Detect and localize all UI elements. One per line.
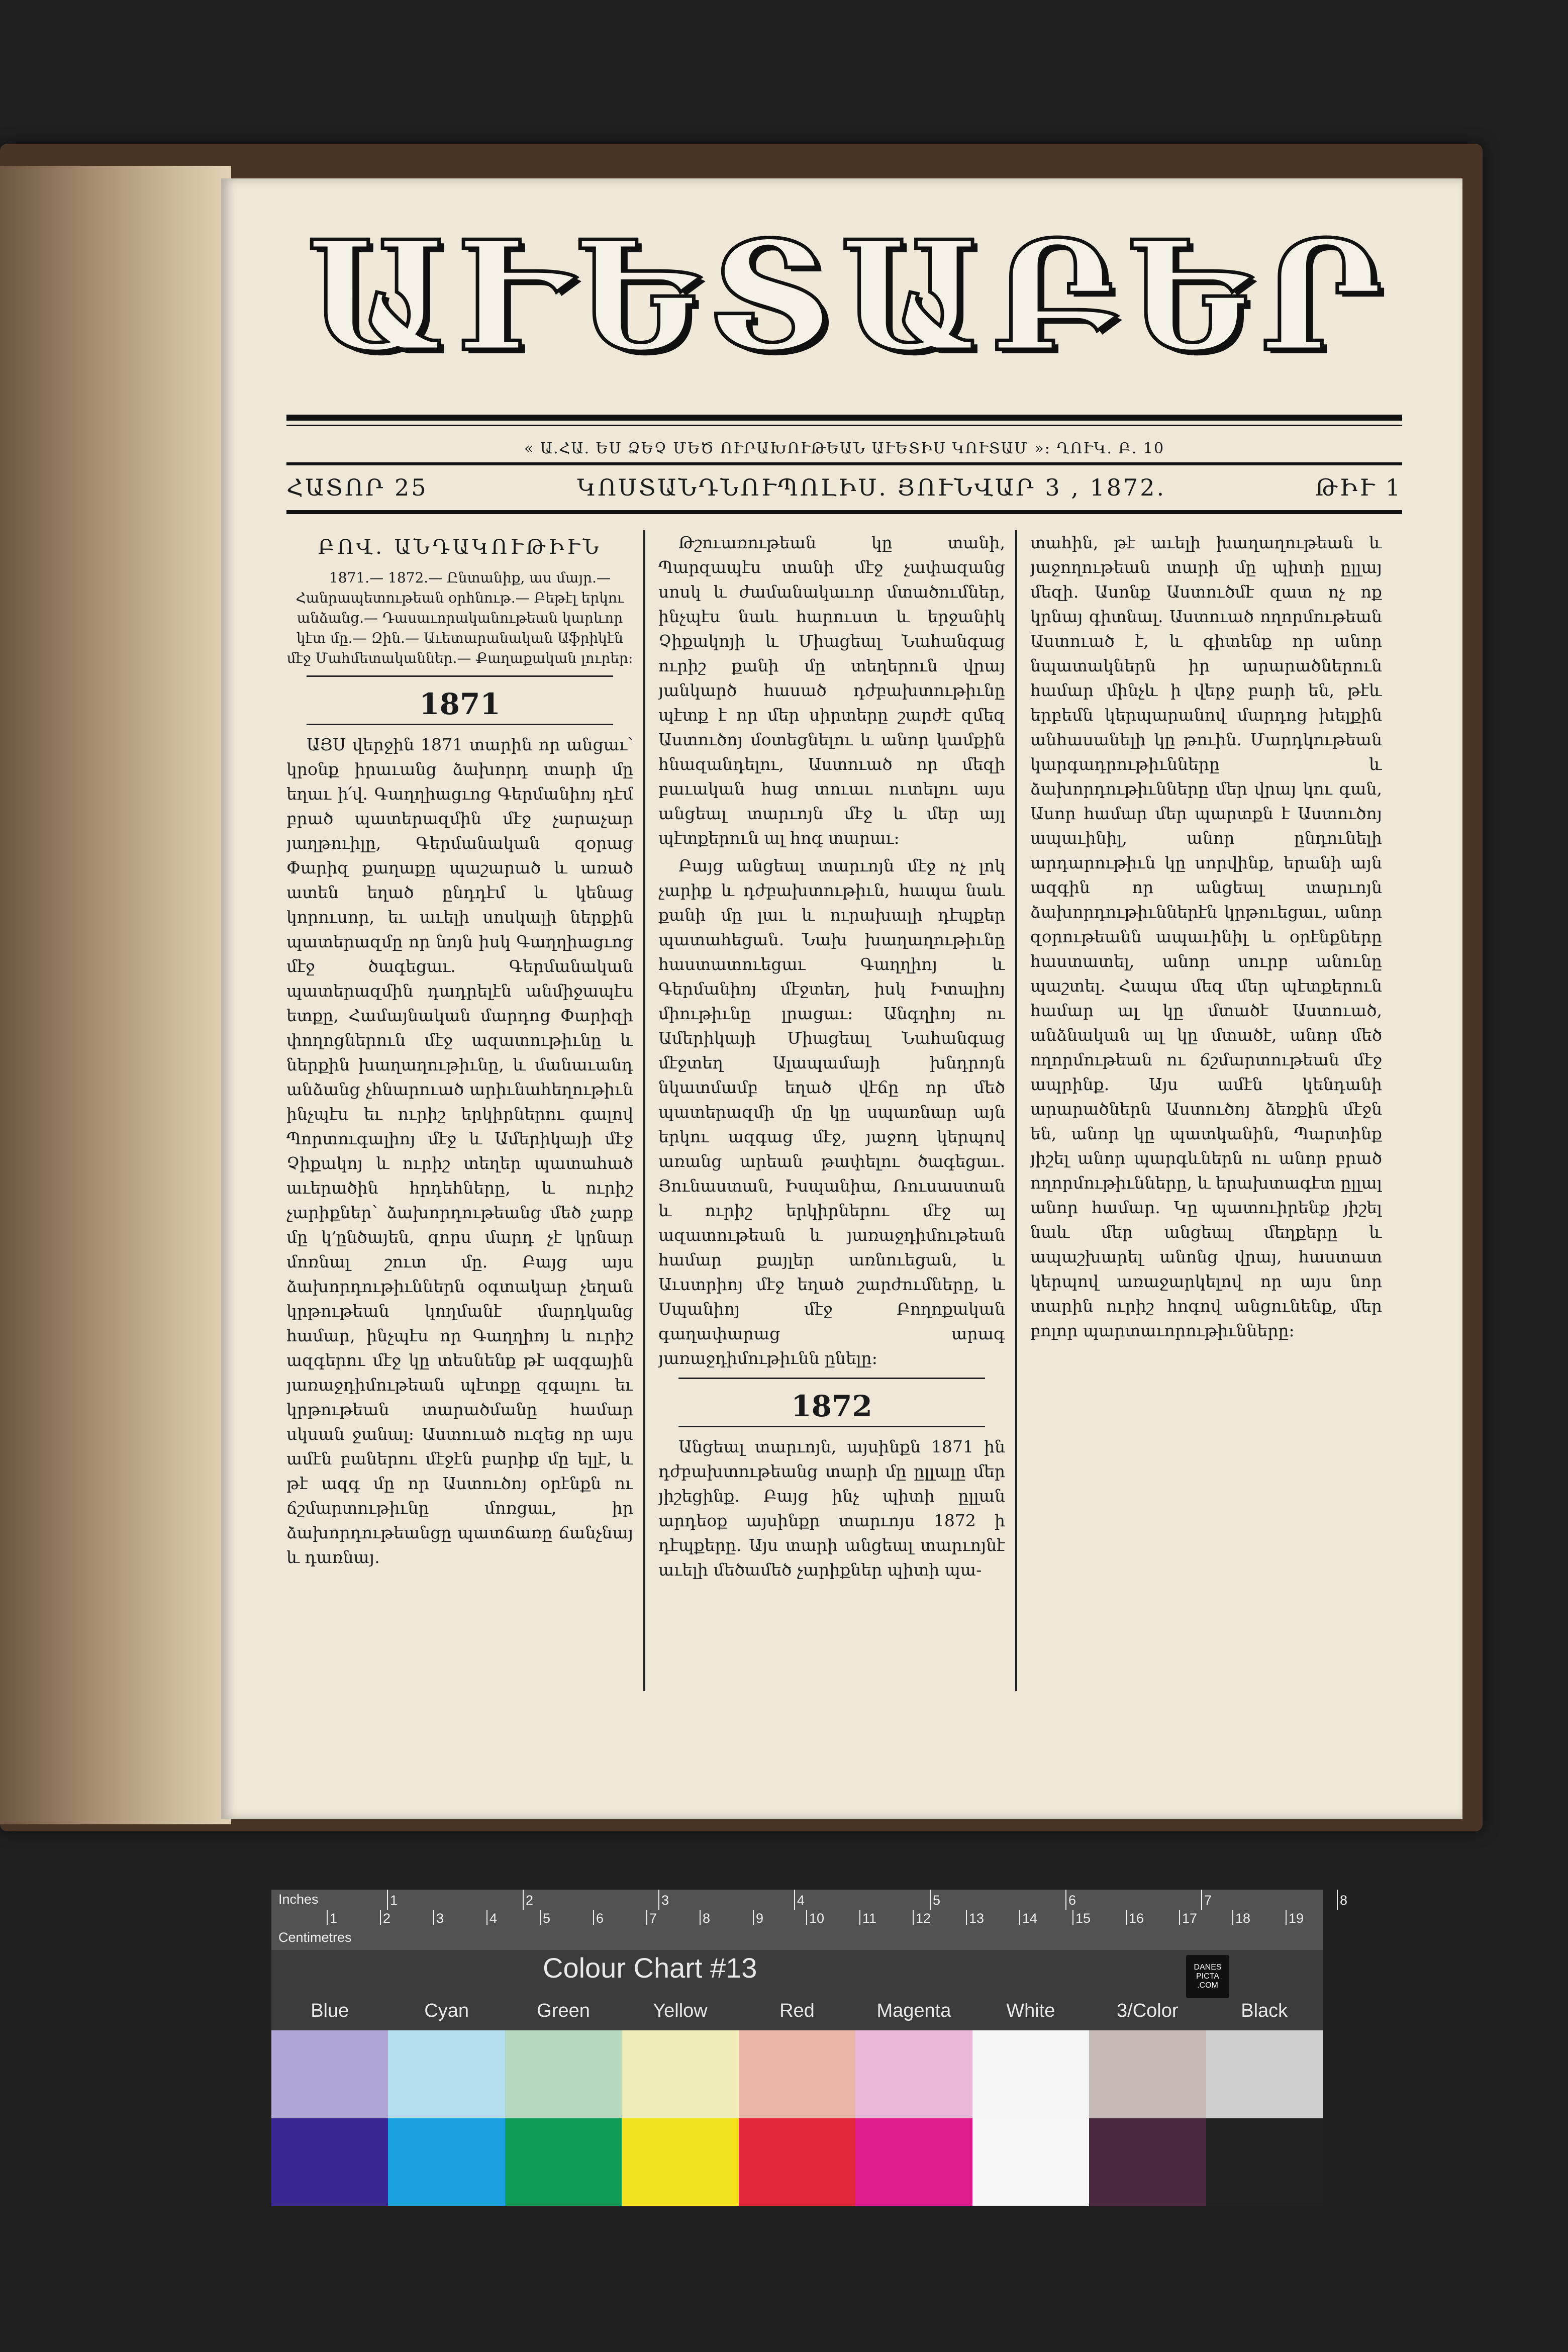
- cm-number: 3: [436, 1911, 444, 1926]
- cm-tick: [1019, 1910, 1020, 1925]
- inch-number: 2: [526, 1893, 534, 1908]
- motto: « Ա.ՀԱ. ԵՍ ՁԵՉ ՄԵԾ ՈՒՐԱԽՈՒԹԵԱՆ ԱՒԵՏԻՍ ԿՈՒՏԱՄ »: ՂՈՒԿ. Բ. 10: [524, 440, 1165, 457]
- cm-tick: [593, 1910, 594, 1925]
- cm-tick: [859, 1910, 860, 1925]
- swatch-names: [271, 2000, 1323, 2023]
- masthead-letter: Բ: [992, 208, 1117, 385]
- cm-number: 19: [1289, 1911, 1304, 1926]
- cm-tick: [1286, 1910, 1287, 1925]
- cm-number: 13: [969, 1911, 985, 1926]
- cm-number: 14: [1022, 1911, 1038, 1926]
- cm-number: 15: [1075, 1911, 1091, 1926]
- divider: [307, 675, 613, 677]
- swatch-light: [1206, 2030, 1323, 2118]
- inch-tick: [658, 1890, 659, 1910]
- swatch-label: Cyan: [424, 2000, 469, 2021]
- cm-tick: [966, 1910, 967, 1925]
- swatch-light: [739, 2030, 855, 2118]
- column-3: [1030, 530, 1382, 1696]
- swatch-dark: [271, 2118, 388, 2206]
- masthead-letter: Ա: [307, 208, 449, 385]
- inch-number: 5: [933, 1893, 941, 1908]
- inch-number: 4: [797, 1893, 805, 1908]
- cm-number: 11: [862, 1911, 877, 1926]
- cm-number: 4: [489, 1911, 498, 1926]
- swatch-column: [1206, 2030, 1323, 2206]
- year-heading-1872: 1872: [791, 1389, 872, 1423]
- swatch-light: [855, 2030, 972, 2118]
- column-rule: [1015, 530, 1017, 1691]
- cm-number: 8: [703, 1911, 711, 1926]
- swatch-label: Red: [779, 2000, 815, 2021]
- issue-number: ԹԻՒ 1: [1315, 474, 1402, 501]
- cm-tick: [1179, 1910, 1180, 1925]
- swatch-light: [1089, 2030, 1206, 2118]
- cm-tick: [753, 1910, 754, 1925]
- swatch-dark: [739, 2118, 855, 2206]
- inch-number: 8: [1340, 1893, 1348, 1908]
- cm-tick: [1072, 1910, 1073, 1925]
- swatch-label: White: [1006, 2000, 1055, 2021]
- article-1872-text: Անցեալ տարւոյն, այսինքն 1871 ին դժբախտութեանց տարի մը ըլլալը մեր յիշեցինք․ Բայց ինչ պիտի ըլլան արդեօք այսինքր տարւոյս 1872 ի դէպքերը․ Այս տարի անցեալ տարւոյնէ աւելի մեծամեծ չարիքներ պիտի պա-: [658, 1437, 1005, 1580]
- swatch-light: [271, 2030, 388, 2118]
- divider: [678, 1378, 985, 1379]
- swatch-column: [505, 2030, 622, 2206]
- cm-tick: [380, 1910, 381, 1925]
- swatch-dark: [622, 2118, 738, 2206]
- swatch-column: [271, 2030, 388, 2206]
- inch-number: 3: [661, 1893, 669, 1908]
- swatch-dark: [1206, 2118, 1323, 2206]
- cm-tick: [700, 1910, 701, 1925]
- inch-number: 7: [1204, 1893, 1212, 1908]
- inch-tick: [1065, 1890, 1066, 1910]
- masthead-letter: Ր: [1260, 208, 1382, 385]
- divider: [678, 1426, 985, 1427]
- swatch-column: [855, 2030, 972, 2206]
- article-1871-continued: Թշուառութեան կը տանի, Պարզապէս տանի մէջ չափազանց սոսկ և ժամանակաւոր մտածումներ, ինչպէս նաև հարուստ և երջանիկ Չիքակոյի և Միացեալ Նահանգաց ուրիշ քանի մը տեղերուն վրայ յանկարծ հասած դժբախտութիւնը պէտք է որ մեր սիրտերը շարժէ զմեզ Աստուծոյ մօտեցնելու և անոր կամքին հնազանդելու, Աստուած որ մեզի բաւական հաց տուաւ ուտելու այս անցեալ տարւոյն մէջ և մեր այլ պէտքերուն ալ հոգ տարաւ։: [658, 533, 1005, 848]
- color-chart-title: Colour Chart #13: [543, 1951, 757, 1984]
- swatch-label: Black: [1241, 2000, 1288, 2021]
- swatch-grid: [271, 2030, 1323, 2206]
- cm-number: 17: [1182, 1911, 1198, 1926]
- article-1871-text: ԱՅՍ վերջին 1871 տարին որ անցաւ՝ կրօնք իրաւանց ձախորդ տարի մը եղաւ ի՛վ. Գաղղիացւոց Գերմանիոյ դէմ բրած պատերազմին մէջ չարաչար յաղթուիլը, Գերմանական զօրաց Փարիզ քաղաքը պաշարած և առած ատեն եղած ընդդէմ և կենաց կորուսոր, եւ աւելի սոսկալի ներքին պատերազմը որ նոյն իսկ Գաղղիացւոց մէջ ծագեցաւ. Գերմանական պատերազմին դադրելէն անմիջապէս ետքը, Համայնական մարդոց Փարիզի փողոցներուն մէջ ազատութիւնը և ներքին խաղաղութիւնը, և մանաւանդ անձանց չհնարուած արիւնահեղութիւն ինչպէս եւ ուրիշ երկիրներու գալով Պորտուգալիոյ մէջ և Ամերիկայի մէջ Չիքակոյ և ուրիշ տեղեր պատահած աւերածին հրդեհները, և ուրիշ չարիքներ՝ ձախորդութեանց մեծ չարք մը կ՚ընծայեն, զորս մարդ չէ կրնար մոռնալ շուտ մը. Բայց այս ձախորդութիւններն օգտակար չեղան կրթութեան կողմանէ մարդկանց համար, ինչպէս որ Գաղղիոյ և ուրիշ ազգերու մէջ կը տեսնենք թէ ազգային յառաջդիմութեան պէտքը զգալու եւ կրթութեան տարածմանը համար սկսան ջանալ։ Աստուած ուզեց որ այս ամէն բաներու մէջէն բարիք մը ելլէ, և թէ ազգ մը որ Աստուծոյ օրէնքն ու ճշմարտութիւնը մոռցաւ, իր ձախորդութեանցը պատճառը ճանչնայ և դառնայ․: [286, 735, 633, 1567]
- swatch-label: Yellow: [653, 2000, 708, 2021]
- swatch-light: [388, 2030, 505, 2118]
- swatch-column: [972, 2030, 1089, 2206]
- cm-tick: [913, 1910, 914, 1925]
- swatch-label: 3/Color: [1117, 2000, 1179, 2021]
- cm-tick: [486, 1910, 487, 1925]
- inch-tick: [387, 1890, 388, 1910]
- year-heading-1871: 1871: [419, 687, 501, 721]
- swatch-column: [1089, 2030, 1206, 2206]
- inch-tick: [794, 1890, 795, 1910]
- color-chart: [271, 1890, 1348, 2206]
- cm-tick: [327, 1910, 328, 1925]
- cm-number: 1: [330, 1911, 338, 1926]
- column-2: [658, 530, 1005, 1696]
- masthead-rule: [286, 415, 1402, 421]
- swatch-column: [388, 2030, 505, 2206]
- ruler: [271, 1890, 1348, 1950]
- cm-tick: [646, 1910, 647, 1925]
- column-rule: [643, 530, 645, 1691]
- meta-rule-bottom: [286, 510, 1402, 514]
- swatch-dark: [1089, 2118, 1206, 2206]
- cm-number: 10: [809, 1911, 825, 1926]
- cm-tick: [540, 1910, 541, 1925]
- danes-picta-logo: [1186, 1955, 1229, 1998]
- masthead-letter: Ւ: [458, 208, 565, 385]
- masthead: [307, 208, 1382, 385]
- inch-number: 6: [1068, 1893, 1076, 1908]
- swatch-column: [739, 2030, 855, 2206]
- masthead-letter: Ե: [575, 208, 699, 385]
- inch-tick: [523, 1890, 524, 1910]
- cm-number: 16: [1129, 1911, 1144, 1926]
- ruler-inches-label: Inches: [278, 1892, 319, 1907]
- volume-label: ՀԱՏՈՐ 25: [286, 474, 428, 501]
- cm-number: 6: [596, 1911, 604, 1926]
- cm-number: 9: [756, 1911, 764, 1926]
- book-spine: [0, 166, 231, 1824]
- cm-number: 18: [1235, 1911, 1251, 1926]
- cm-tick: [1232, 1910, 1233, 1925]
- swatch-column: [622, 2030, 738, 2206]
- inch-number: 1: [390, 1893, 398, 1908]
- masthead-letter: Ե: [1126, 208, 1251, 385]
- cm-number: 7: [649, 1911, 657, 1926]
- place-date: ԿՈՍՏԱՆԴՆՈՒՊՈԼԻՍ. ՅՈՒՆՎԱՐ 3 , 1872.: [577, 474, 1166, 501]
- swatch-light: [972, 2030, 1089, 2118]
- contents-text: 1871.— 1872.— Ընտանիք, աս մայր.— Հանրապետութեան օրհնութ.— Բեթէլ երկու անձանց.— Դասաւորականութեան կարևոր կէտ մը.— Զին.— Աւետարանական Աֆրիկէն մէջ Մահմետականներ.— Քաղաքական լուրեր:: [286, 569, 633, 666]
- cm-tick: [433, 1910, 434, 1925]
- logo-sub: .COM: [1197, 1981, 1218, 1990]
- logo-text: PICTA: [1196, 1972, 1219, 1981]
- swatch-label: Green: [537, 2000, 590, 2021]
- swatch-light: [505, 2030, 622, 2118]
- swatch-label: Magenta: [876, 2000, 951, 2021]
- issue-meta: [286, 470, 1402, 505]
- masthead-letter: Տ: [708, 208, 831, 385]
- inch-tick: [930, 1890, 931, 1910]
- column-1: [286, 530, 633, 1696]
- logo-text: DANES: [1194, 1963, 1222, 1972]
- meta-rule-top: [286, 462, 1402, 465]
- cm-number: 2: [383, 1911, 391, 1926]
- contents-heading: ԲՈՎ. ԱՆԴԱԿՈՒԹԻՒՆ: [318, 536, 602, 559]
- cm-number: 12: [916, 1911, 931, 1926]
- cm-number: 5: [543, 1911, 551, 1926]
- swatch-light: [622, 2030, 738, 2118]
- newspaper-page: [221, 178, 1462, 1819]
- masthead-letter: Ա: [840, 208, 983, 385]
- swatch-dark: [505, 2118, 622, 2206]
- article-1871-paragraph: Բայց անցեալ տարւոյն մէջ ոչ լոկ չարիք և դժբախտութիւն, հապա նաև քանի մը լաւ և ուրախալի դէպքեր պատահեցան․ Նախ խաղաղութիւնը հաստատուեցաւ Գաղղիոյ և Գերմանիոյ մէջտեղ, իսկ Իտալիոյ միութիւնը լրացաւ։ Անգղիոյ ու Ամերիկայի Միացեալ Նահանգաց մէջտեղ Ալապամայի խնդրոյն նկատմամբ եղած վէճը որ մեծ պատերազմի մը կը սպառնար այն երկու ազգաց մէջ, յաջող կերպով առանց արեան թափելու ծագեցաւ. Յունաստան, Իսպանիա, Ռուսաստան և ուրիշ երկիրներու մէջ ալ ազատութեան և յառաջդիմութեան համար քայլեր առնուեցան, և Աւստրիոյ մէջ եղած շարժումները, և Սպանիոյ մէջ Բողոքական գաղափարաց արագ յառաջդիմութիւնն ընելը։: [658, 856, 1005, 1368]
- cm-tick: [806, 1910, 807, 1925]
- inch-tick: [1337, 1890, 1338, 1910]
- ruler-cm-label: Centimetres: [278, 1930, 352, 1945]
- swatch-dark: [855, 2118, 972, 2206]
- swatch-dark: [972, 2118, 1089, 2206]
- masthead-rule-thin: [286, 425, 1402, 426]
- swatch-label: Blue: [311, 2000, 349, 2021]
- swatch-dark: [388, 2118, 505, 2206]
- divider: [307, 724, 613, 725]
- inch-tick: [1201, 1890, 1202, 1910]
- article-1872-continued: տահին, թէ աւելի խաղաղութեան և յաջողութեան տարի մը պիտի ըլլայ մեզի․ Ասոնք Աստուծմէ զատ ոչ ոք կրնայ գիտնալ. Աստուած ողորմութեան Աստուած է, և գիտենք որ անոր նպատակներն իր արարածներուն համար մինչև ի վերջ բարի են, թէև երբեմն կերպարանով մարդոց խելքին անհասանելի կը թուին. Մարդկութեան կարգադրութիւնները և ձախորդութիւնները մեր վրայ կու գան, Ասոր համար մեր պարտքն է Աստուծոյ ապաւինիլ, անոր ընդունելի արդարութիւն կը սորվինք, երանի այն ազգին որ անցեալ տարւոյն ձախորդութիւններէն կրթուեցաւ, անոր զօրութեանն ապաւինիլ և օրէնքները հաստատել, անոր սուրբ անունը պաշտել. Հապա մեզ մեր պէտքերուն համար ալ կը մտածէ Աստուած, անձնական ալ կը մտածէ, անոր մեծ ողորմութեան ու ճշմարտութեան մէջ ապրինք․ Այս ամէն կենդանի արարածներն Աստուծոյ ձեռքին մէջն են, անոր կը պատկանին, Պարտինք յիշել անոր պարգևներն ու անոր բրած ողորմութիւնները, և երախտագէտ ըլլալ անոր համար. Կը պատուիրենք յիշել նաև մեր անցեալ մեղքերը և ապաշխարել անոնց վրայ, հաստատ կերպով առաջարկելով որ այս նոր տարին ուրիշ հոգով անցունենք, մեր բոլոր պարտաւորութիւնները։: [1030, 533, 1382, 1340]
- cm-tick: [1126, 1910, 1127, 1925]
